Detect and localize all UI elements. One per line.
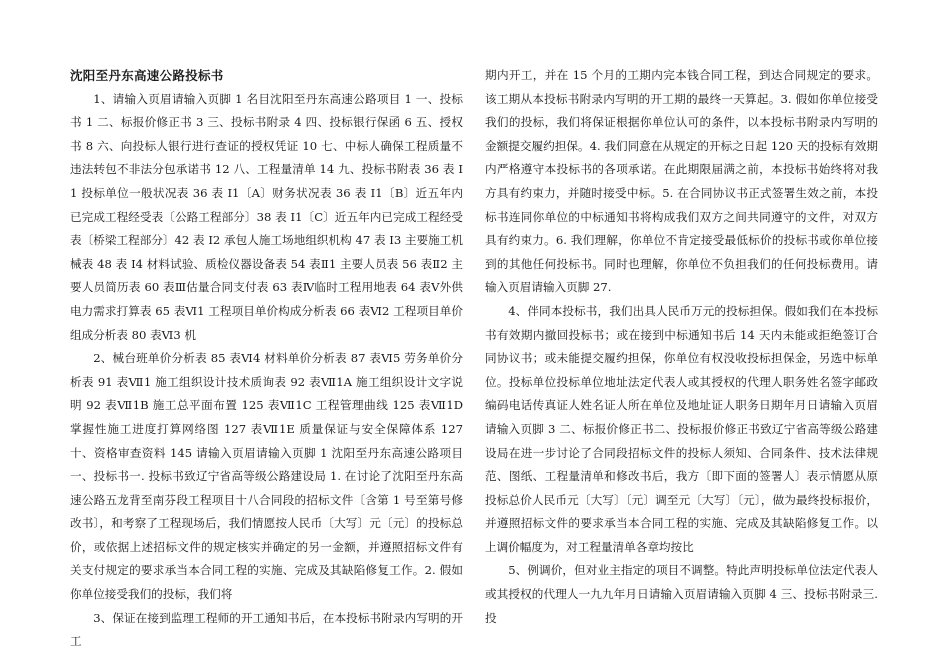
document-title: 沈阳至丹东高速公路投标书 [70, 68, 224, 83]
paragraph-3: 3、保证在接到监理工程师的开工通知书后，在本投标书附录内写明的开工 [70, 610, 463, 649]
paragraph-4: 4、伴同本投标书，我们出具人民币万元的投标担保。假如我们在本投标书有效期内撤回投标书；或在接到中标通知书后 14 天内未能或拒绝签订合同协议书；或未能提交履约担保，你单位有权没收投标担保金，另选中标单位。投标单位投标单位地址法定代表人或其授权的代理人职务姓名签字邮政编码电话传真证人姓名证人所在单位及地址证人职务日期年月日请输入页眉请输入页脚 3 二、标报价修正书二、投标报价修正书致辽宁省高等级公路建设局在进一步讨论了合同段招标文件的投标人须知、合同条件、技术法律规范、图纸、工程量清单和修改书后，我方〔即下面的签署人〕表示情愿从原投标总价人民币元〔大写〕〔元〕调至元〔大写〕〔元〕，做为最终投标报价，并遵照招标文件的要求承当本合同工程的实施、完成及其缺陷修复工作。以上调价幅度为，对工程量清单各章均按比 [485, 303, 878, 554]
left-column [70, 64, 463, 654]
paragraph-3-continued: 期内开工，并在 15 个月的工期内完本钱合同工程，到达合同规定的要求。该工期从本投标书附录内写明的开工期的最终一天算起。3. 假如你单位接受我们的投标，我们将保证根据你单位认可的条件，以本投标书附录内写明的金额提交履约担保。4. 我们同意在从规定的开标之日起 120 天的投标有效期内严格遵守本投标书的各项承诺。在此期限届满之前，本投标书始终将对我方具有约束力，并随时接受中标。5. 在合同协议书正式签署生效之前，本投标书连同你单位的中标通知书将构成我们双方之间共同遵守的文件，对双方具有约束力。6. 我们理解，你单位不肯定接受最低标价的投标书或你单位接到的其他任何投标书。同时也理解，你单位不负担我们的任何投标费用。请输入页眉请输入页脚 27. [485, 68, 878, 295]
paragraph-2: 2、械台班单价分析表 85 表Ⅵ4 材料单价分析表 87 表Ⅵ5 劳务单价分析表 91 表Ⅶ1 施工组织设计技术质询表 92 表Ⅶ1A 施工组织设计文字说明 92 表Ⅶ1B 施工总平面布置 125 表Ⅶ1C 工程管理曲线 125 表Ⅶ1D 掌握性施工进度打算网络图 127 表Ⅶ1E 质量保证与安全保障体系 127 十、资格审查资料 145 请输入页眉请输入页脚 1 沈阳至丹东高速公路项目一、投标书一. 投标书致辽宁省高等级公路建设局 1. 在讨论了沈阳至丹东高速公路五龙背至南芬段工程项目十八合同段的招标文件〔含第 1 号至第号修改书〕，和考察了工程现场后，我们情愿按人民币〔大写〕元〔元〕的投标总价，或依据上述招标文件的规定核实并确定的另一金额，并遵照招标文件有关支付规定的要求承当本合同工程的实施、完成及其缺陷修复工作。2. 假如你单位接受我们的投标，我们将 [70, 351, 463, 602]
paragraph-5: 5、例调价，但对业主指定的项目不调整。特此声明投标单位法定代表人或其授权的代理人一九九年月日请输入页眉请输入页脚 4 三、投标书附录三. 投 [485, 563, 878, 625]
right-column [485, 64, 878, 630]
paragraph-1: 1、请输入页眉请输入页脚 1 名目沈阳至丹东高速公路项目 1 一、投标书 1 二、标报价修正书 3 三、投标书附录 4 四、投标银行保函 6 五、授权书 8 六、向投标人银行进行查证的授权凭证 10 七、中标人确保工程质量不违法转包不非法分包承诺书 12 八、工程量清单 14 九、投标书附表 36 表 I1 投标单位一般状况表 36 表 I1〔A〕财务状况表 36 表 I1〔B〕近五年内已完成工程经受表〔公路工程部分〕38 表 I1〔C〕近五年内已完成工程经受表〔桥梁工程部分〕42 表 I2 承包人施工场地组织机构 47 表 I3 主要施工机械表 48 表 I4 材料试验、质检仪器设备表 54 表Ⅱ1 主要人员表 56 表Ⅱ2 主要人员简历表 60 表Ⅲ估量合同支付表 63 表Ⅳ临时工程用地表 64 表Ⅴ外供电力需求打算表 65 表Ⅵ1 工程项目单价构成分析表 66 表Ⅵ2 工程项目单价组成分析表 80 表Ⅵ3 机 [70, 91, 463, 342]
